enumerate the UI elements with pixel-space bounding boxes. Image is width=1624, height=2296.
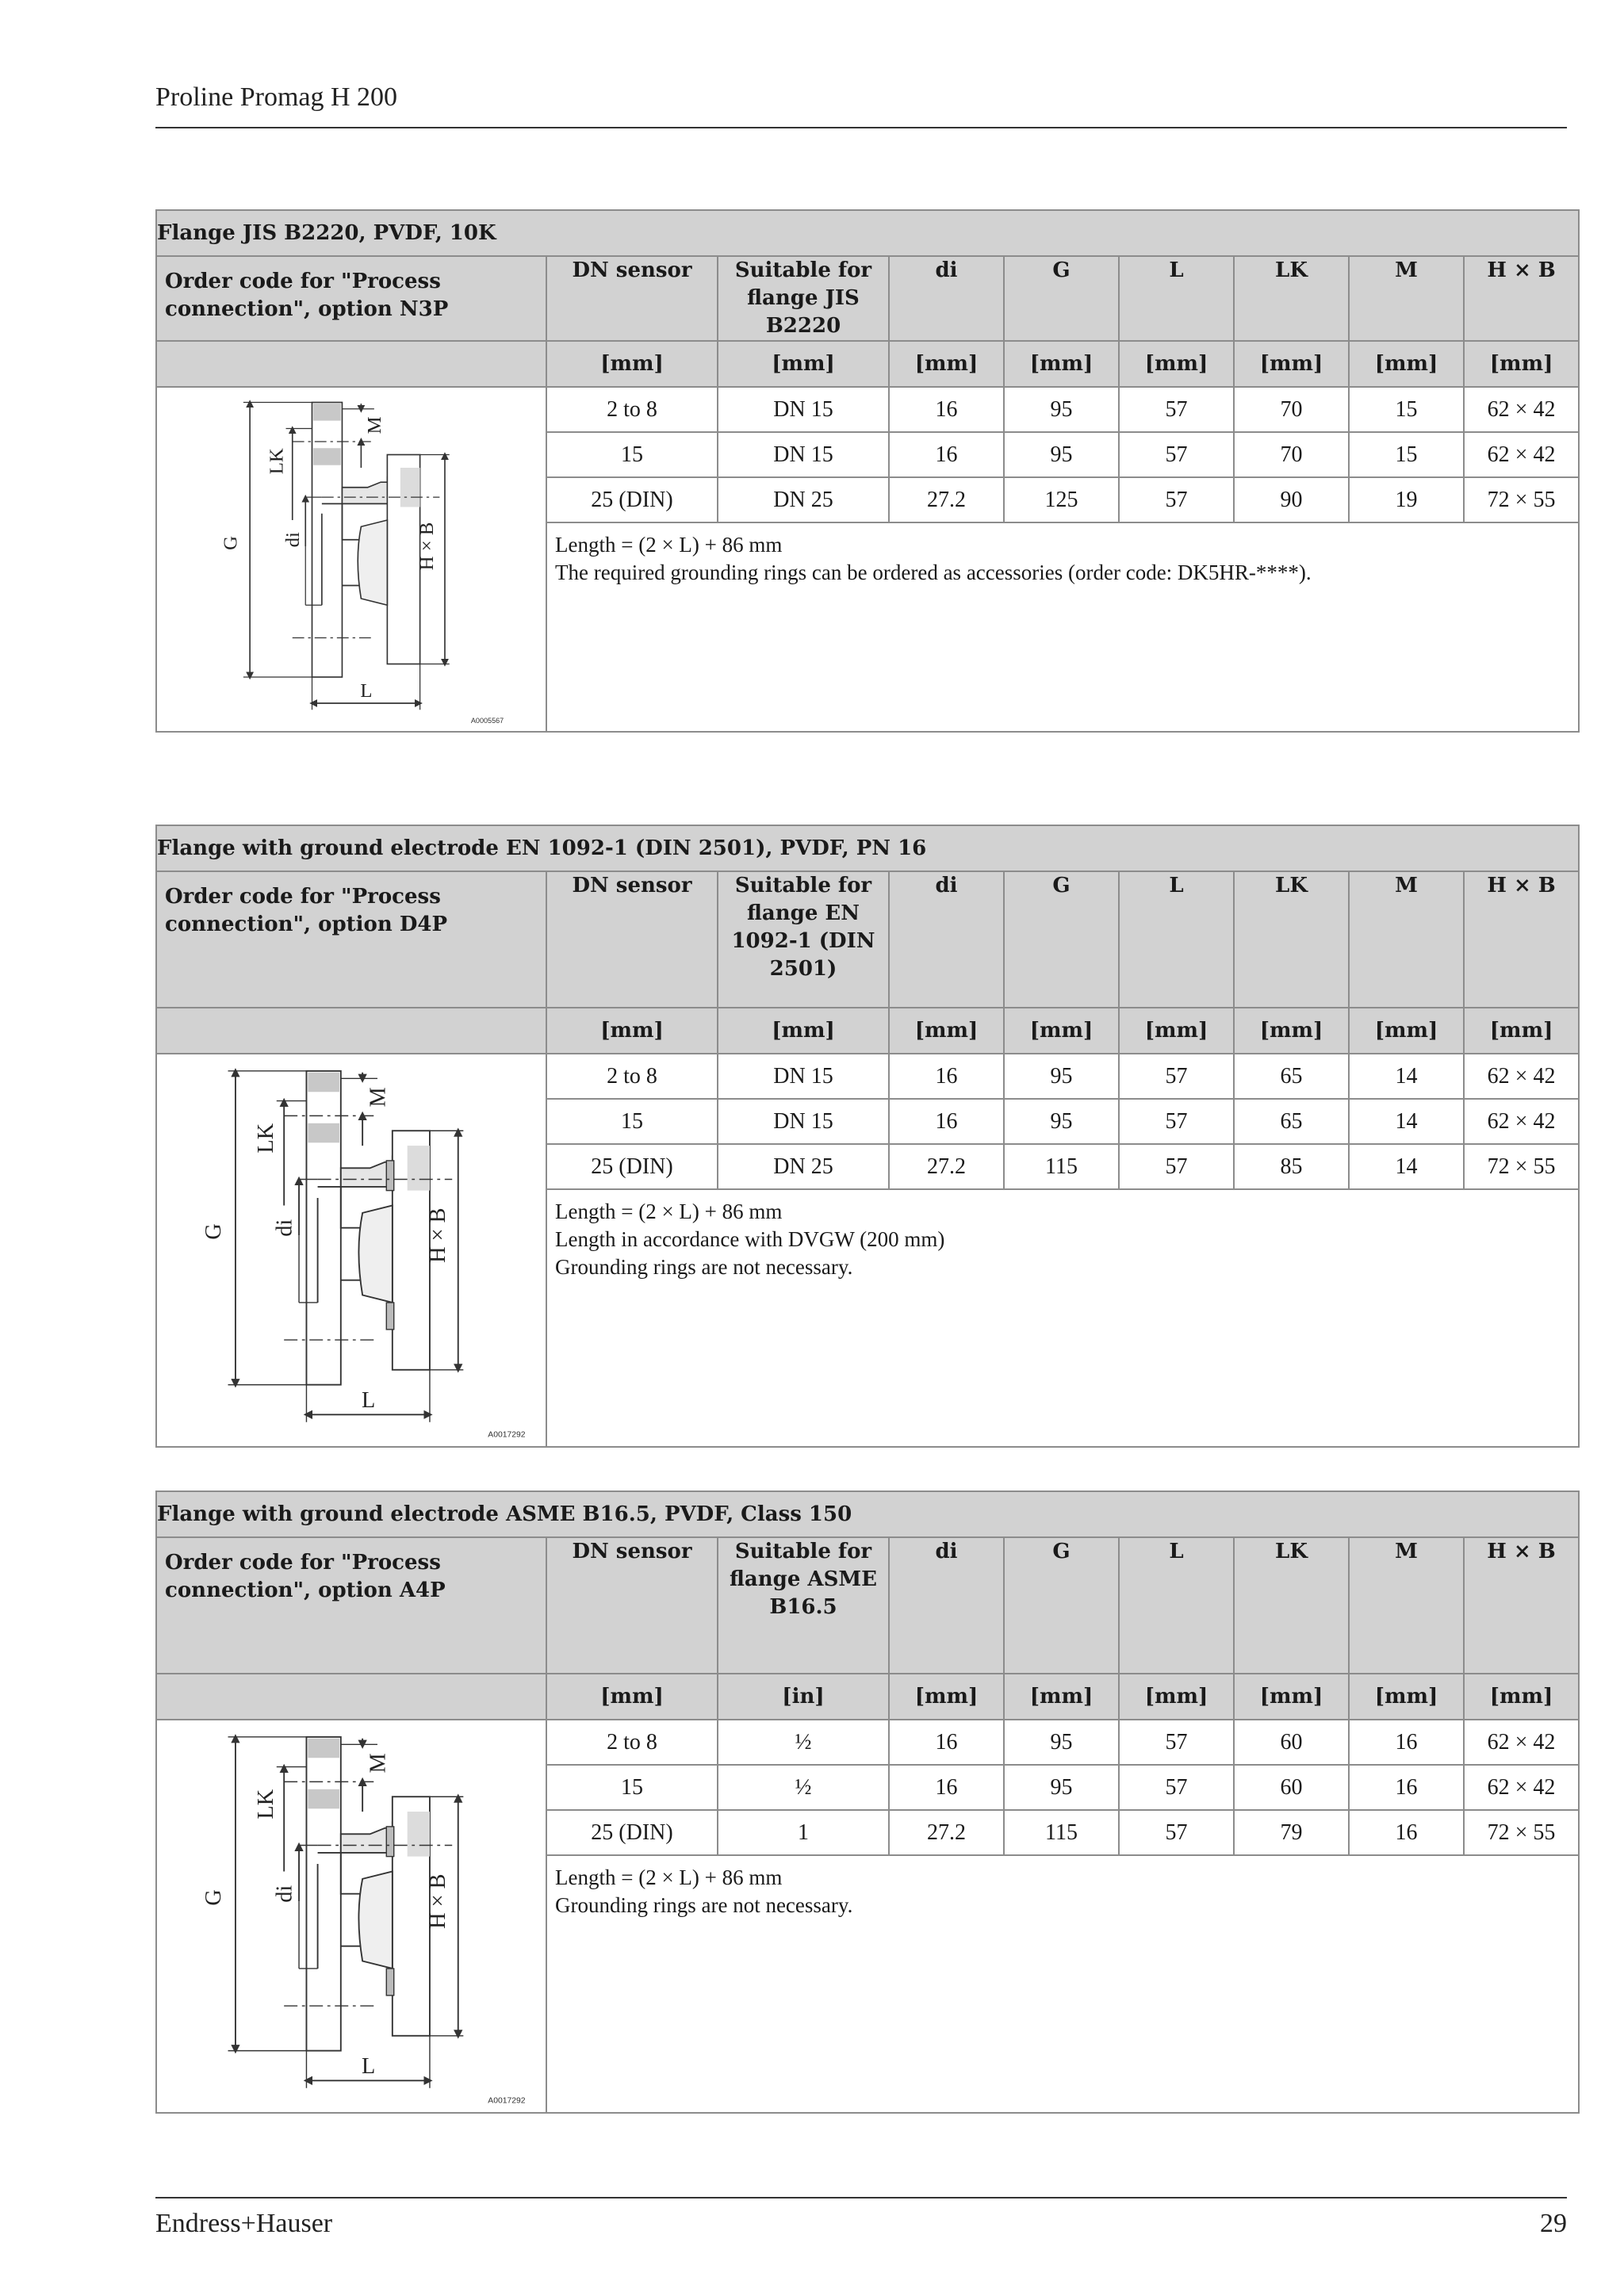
note-line: Grounding rings are not necessary.: [555, 1893, 853, 1917]
table-cell: 25 (DIN): [546, 477, 718, 522]
table-cell: 95: [1004, 1054, 1119, 1099]
column-header: L: [1119, 871, 1234, 1008]
table-cell: 16: [1349, 1720, 1464, 1765]
table-cell: 60: [1234, 1765, 1349, 1810]
dim-label-hxb: H × B: [425, 1207, 450, 1263]
table-cell: 14: [1349, 1099, 1464, 1144]
note-line: Length = (2 × L) + 86 mm: [555, 1200, 783, 1223]
table-title: Flange with ground electrode ASME B16.5, PVDF, Class 150: [156, 1491, 1579, 1537]
table-title-row: [156, 1491, 1579, 1537]
table-cell: 25 (DIN): [546, 1144, 718, 1189]
flange-band: [313, 448, 341, 465]
unit-cell: [mm]: [1234, 1674, 1349, 1720]
table-cell: 15: [546, 1099, 718, 1144]
flange-band: [308, 1123, 339, 1143]
table-cell: DN 25: [718, 477, 889, 522]
table-cell: 95: [1004, 387, 1119, 432]
dim-label-di: di: [272, 1219, 297, 1237]
column-header: Order code for "Process connection", option D4P: [156, 871, 546, 1008]
table-cell: 65: [1234, 1099, 1349, 1144]
table-cell: 95: [1004, 1765, 1119, 1810]
note-line: Length = (2 × L) + 86 mm: [555, 533, 783, 557]
unit-cell: [mm]: [1464, 1008, 1579, 1054]
column-header: di: [889, 256, 1004, 341]
table-header-row: [156, 256, 1579, 341]
flange-band: [308, 1073, 339, 1093]
flange-drawing-svg: [157, 1722, 546, 2110]
table-cell: 27.2: [889, 477, 1004, 522]
table-header-row: [156, 871, 1579, 1008]
table-cell: 85: [1234, 1144, 1349, 1189]
table-cell: 16: [889, 387, 1004, 432]
unit-cell: [mm]: [889, 1008, 1004, 1054]
figure-code: A0005567: [470, 716, 504, 725]
table-cell: 95: [1004, 1720, 1119, 1765]
table-cell: 15: [546, 432, 718, 477]
column-header: G: [1004, 871, 1119, 1008]
dim-label-l: L: [362, 2053, 376, 2079]
table-title: Flange with ground electrode EN 1092-1 (DIN 2501), PVDF, PN 16: [156, 825, 1579, 871]
unit-cell: [mm]: [1234, 1008, 1349, 1054]
table-unit-row: [156, 1674, 1579, 1720]
spec-table: [155, 209, 1580, 733]
table-cell: 95: [1004, 1099, 1119, 1144]
table-cell: 57: [1119, 1720, 1234, 1765]
figure-code: A0017292: [488, 1430, 526, 1440]
unit-cell: [mm]: [546, 341, 718, 387]
unit-cell: [156, 1674, 546, 1720]
dim-label-lk: LK: [266, 448, 288, 475]
liner-taper: [358, 1205, 392, 1303]
table-title-row: [156, 210, 1579, 256]
column-header: Suitable for flange JIS B2220: [718, 256, 889, 341]
dim-label-di: di: [282, 532, 304, 548]
dim-label-g: G: [201, 1889, 227, 1906]
table-cell: 16: [1349, 1810, 1464, 1855]
unit-cell: [mm]: [889, 341, 1004, 387]
column-header: LK: [1234, 256, 1349, 341]
table-cell: 57: [1119, 1765, 1234, 1810]
column-header: H × B: [1464, 256, 1579, 341]
footer-brand: Endress+Hauser: [155, 2209, 333, 2238]
table-cell: 14: [1349, 1054, 1464, 1099]
column-header: di: [889, 1537, 1004, 1674]
table-unit-row: [156, 1008, 1579, 1054]
column-header: Suitable for flange EN 1092-1 (DIN 2501): [718, 871, 889, 1008]
column-header: G: [1004, 256, 1119, 341]
table-cell: ½: [718, 1765, 889, 1810]
note-line: Length = (2 × L) + 86 mm: [555, 1866, 783, 1889]
unit-cell: [mm]: [546, 1008, 718, 1054]
column-header: Suitable for flange ASME B16.5: [718, 1537, 889, 1674]
column-header: DN sensor: [546, 256, 718, 341]
unit-cell: [mm]: [1464, 1674, 1579, 1720]
column-header: di: [889, 871, 1004, 1008]
table-row: [156, 1720, 1579, 1765]
table-header-row: [156, 1537, 1579, 1674]
table-cell: 16: [889, 1099, 1004, 1144]
table-cell: 1: [718, 1810, 889, 1855]
unit-cell: [mm]: [718, 1008, 889, 1054]
dim-label-g: G: [220, 535, 242, 550]
unit-cell: [mm]: [718, 341, 889, 387]
table-cell: 62 × 42: [1464, 1765, 1579, 1810]
flange-drawing-svg: [157, 1056, 546, 1445]
table-unit-row: [156, 341, 1579, 387]
column-header: M: [1349, 256, 1464, 341]
column-header: LK: [1234, 1537, 1349, 1674]
column-header: M: [1349, 871, 1464, 1008]
table-cell: 72 × 55: [1464, 477, 1579, 522]
table-row: [156, 1054, 1579, 1099]
table-cell: 15: [1349, 432, 1464, 477]
ground-electrode: [386, 1303, 393, 1330]
unit-cell: [mm]: [1349, 341, 1464, 387]
unit-cell: [mm]: [546, 1674, 718, 1720]
ground-electrode: [386, 1969, 393, 1996]
unit-cell: [mm]: [1464, 341, 1579, 387]
column-header: Order code for "Process connection", option N3P: [156, 256, 546, 341]
table-notes: [546, 522, 1579, 732]
table-cell: 95: [1004, 432, 1119, 477]
column-header: DN sensor: [546, 1537, 718, 1674]
liner-taper: [358, 520, 387, 605]
spec-table: [155, 825, 1580, 1448]
table-cell: 62 × 42: [1464, 1720, 1579, 1765]
unit-cell: [mm]: [1234, 341, 1349, 387]
flange-disc: [306, 1071, 340, 1385]
unit-cell: [mm]: [889, 1674, 1004, 1720]
table-cell: 62 × 42: [1464, 387, 1579, 432]
note-line: Grounding rings are not necessary.: [555, 1255, 853, 1279]
table-cell: 57: [1119, 477, 1234, 522]
unit-cell: [mm]: [1004, 1674, 1119, 1720]
unit-cell: [mm]: [1004, 341, 1119, 387]
dim-label-lk: LK: [254, 1789, 279, 1820]
table-cell: 15: [1349, 387, 1464, 432]
table-cell: 57: [1119, 1099, 1234, 1144]
table-cell: 2 to 8: [546, 1720, 718, 1765]
table-cell: 62 × 42: [1464, 432, 1579, 477]
table-title: Flange JIS B2220, PVDF, 10K: [156, 210, 1579, 256]
table-title-row: [156, 825, 1579, 871]
table-cell: 14: [1349, 1144, 1464, 1189]
table-cell: 57: [1119, 1054, 1234, 1099]
table-cell: 115: [1004, 1144, 1119, 1189]
table-cell: 15: [546, 1765, 718, 1810]
flange-band: [308, 1739, 339, 1758]
table-cell: 16: [889, 432, 1004, 477]
flange-band: [308, 1789, 339, 1809]
table-cell: 72 × 55: [1464, 1810, 1579, 1855]
unit-cell: [mm]: [1004, 1008, 1119, 1054]
page-number: 29: [1540, 2209, 1567, 2238]
column-header: H × B: [1464, 1537, 1579, 1674]
table-cell: 2 to 8: [546, 387, 718, 432]
table-cell: 25 (DIN): [546, 1810, 718, 1855]
table-cell: ½: [718, 1720, 889, 1765]
table-cell: 79: [1234, 1810, 1349, 1855]
ground-electrode: [386, 1161, 393, 1191]
flange-drawing-svg: [157, 389, 546, 729]
table-cell: 57: [1119, 432, 1234, 477]
unit-cell: [156, 1008, 546, 1054]
dim-label-m: M: [364, 416, 386, 434]
dimension-drawing: [156, 1720, 546, 2113]
table-cell: DN 15: [718, 1054, 889, 1099]
table-cell: 65: [1234, 1054, 1349, 1099]
unit-cell: [mm]: [1119, 1008, 1234, 1054]
dimension-drawing: [156, 1054, 546, 1447]
table-cell: 16: [1349, 1765, 1464, 1810]
table-cell: 16: [889, 1720, 1004, 1765]
running-header-title: Proline Promag H 200: [155, 82, 398, 112]
column-header: DN sensor: [546, 871, 718, 1008]
table-cell: 19: [1349, 477, 1464, 522]
figure-code: A0017292: [488, 2096, 526, 2106]
table-cell: 60: [1234, 1720, 1349, 1765]
table-cell: 62 × 42: [1464, 1054, 1579, 1099]
dim-label-m: M: [366, 1753, 391, 1774]
dim-label-di: di: [272, 1885, 297, 1903]
column-header: L: [1119, 1537, 1234, 1674]
unit-cell: [in]: [718, 1674, 889, 1720]
table-cell: 57: [1119, 1144, 1234, 1189]
table-cell: 27.2: [889, 1810, 1004, 1855]
dimension-drawing: [156, 387, 546, 732]
column-header: L: [1119, 256, 1234, 341]
ground-electrode: [386, 1827, 393, 1857]
table-cell: 27.2: [889, 1144, 1004, 1189]
footer-rule: [155, 2197, 1567, 2198]
table-cell: DN 15: [718, 387, 889, 432]
dim-label-lk: LK: [254, 1123, 279, 1154]
table-cell: 16: [889, 1765, 1004, 1810]
table-cell: 70: [1234, 387, 1349, 432]
spec-table: [155, 1490, 1580, 2114]
table-cell: 57: [1119, 1810, 1234, 1855]
flange-disc: [306, 1737, 340, 2051]
unit-cell: [mm]: [1119, 1674, 1234, 1720]
table-cell: 125: [1004, 477, 1119, 522]
table-cell: 90: [1234, 477, 1349, 522]
unit-cell: [mm]: [1119, 341, 1234, 387]
flange-band: [313, 404, 341, 420]
dim-label-l: L: [360, 679, 373, 702]
header-rule: [155, 127, 1567, 128]
table-cell: 2 to 8: [546, 1054, 718, 1099]
table-cell: 72 × 55: [1464, 1144, 1579, 1189]
table-row: [156, 387, 1579, 432]
liner-taper: [358, 1871, 392, 1969]
unit-cell: [156, 341, 546, 387]
sensor-shade: [408, 1146, 430, 1191]
table-cell: 115: [1004, 1810, 1119, 1855]
table-cell: DN 25: [718, 1144, 889, 1189]
column-header: Order code for "Process connection", option A4P: [156, 1537, 546, 1674]
flange-disc: [312, 403, 343, 678]
table-cell: 16: [889, 1054, 1004, 1099]
table-cell: 70: [1234, 432, 1349, 477]
dim-label-l: L: [362, 1387, 376, 1413]
table-cell: DN 15: [718, 432, 889, 477]
column-header: M: [1349, 1537, 1464, 1674]
unit-cell: [mm]: [1349, 1674, 1464, 1720]
sensor-shade: [400, 468, 420, 507]
dim-label-m: M: [366, 1087, 391, 1108]
note-line: Length in accordance with DVGW (200 mm): [555, 1227, 945, 1251]
column-header: LK: [1234, 871, 1349, 1008]
dim-label-hxb: H × B: [425, 1873, 450, 1929]
table-cell: 57: [1119, 387, 1234, 432]
column-header: H × B: [1464, 871, 1579, 1008]
column-header: G: [1004, 1537, 1119, 1674]
table-notes: [546, 1855, 1579, 2113]
table-cell: 62 × 42: [1464, 1099, 1579, 1144]
dim-label-g: G: [201, 1223, 227, 1240]
table-notes: [546, 1189, 1579, 1447]
note-line: The required grounding rings can be ordered as accessories (order code: DK5HR-****).: [555, 561, 1312, 584]
dim-label-hxb: H × B: [416, 522, 439, 571]
sensor-shade: [408, 1812, 430, 1857]
table-cell: DN 15: [718, 1099, 889, 1144]
unit-cell: [mm]: [1349, 1008, 1464, 1054]
